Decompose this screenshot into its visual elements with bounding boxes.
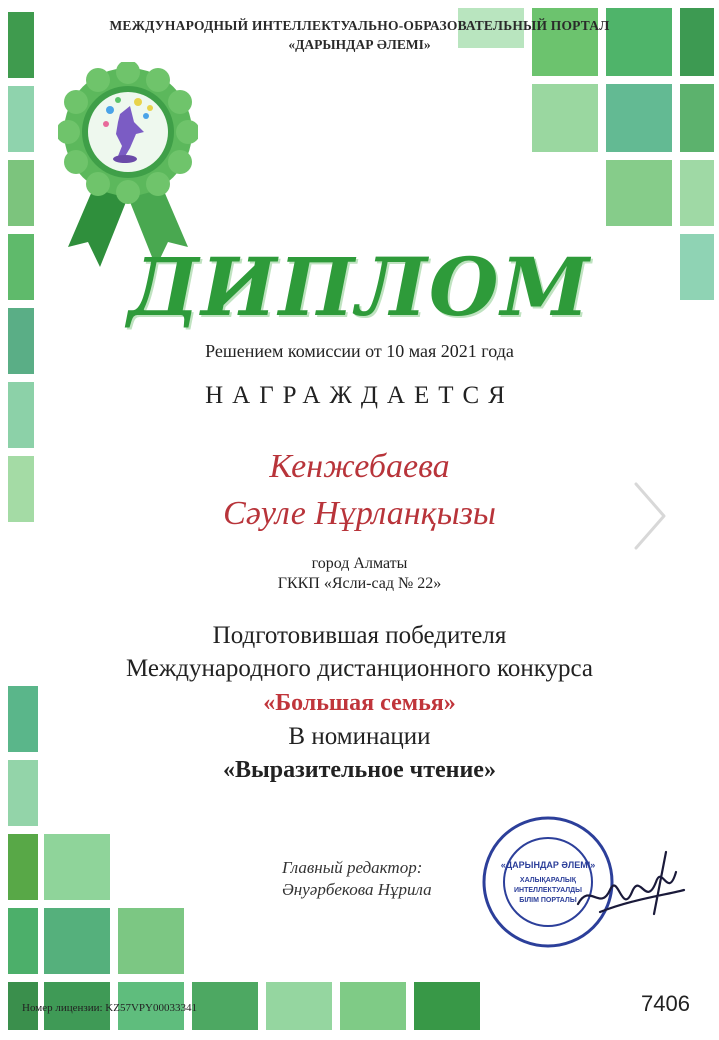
diploma-title: ДИПЛОМ <box>127 240 592 334</box>
nomination-name: «Выразительное чтение» <box>223 757 496 783</box>
chevron-right-icon[interactable] <box>626 476 672 556</box>
portal-name-line1: МЕЖДУНАРОДНЫЙ ИНТЕЛЛЕКТУАЛЬНО-ОБРАЗОВАТЕЛЬНЫЙ ПОРТАЛ <box>109 18 610 33</box>
stamp-text-1: «ДАРЫНДАР ӘЛЕМІ» <box>500 860 596 870</box>
stamp-text-2: ХАЛЫҚАРАЛЫҚ <box>519 877 577 884</box>
recipient-surname: Кенжебаева <box>269 448 450 485</box>
license-number: Номер лицензии: KZ57VPY00033341 <box>22 1002 197 1014</box>
diploma-number: 7406 <box>641 991 690 1016</box>
nomination-label: В номинации <box>288 723 431 750</box>
recipient-organization: ГККП «Ясли-сад № 22» <box>277 575 442 592</box>
editor-title: Главный редактор: <box>282 858 423 877</box>
decision-text: Решением комиссии от 10 мая 2021 года <box>205 341 514 361</box>
stamp-text-3: ИНТЕЛЛЕКТУАЛДЫ <box>514 887 582 894</box>
recipient-city: город Алматы <box>311 555 408 572</box>
recipient-name: Сәуле Нұрланқызы <box>223 495 496 532</box>
contest-name: «Большая семья» <box>263 690 456 716</box>
portal-name-line2: «ДАРЫНДАР ӘЛЕМІ» <box>288 37 431 52</box>
awarded-heading: НАГРАЖДАЕТСЯ <box>205 382 514 409</box>
editor-name: Әнуәрбекова Нұрила <box>282 880 432 899</box>
stamp-text-4: БІЛІМ ПОРТАЛЫ <box>519 897 577 904</box>
award-line-2: Международного дистанционного конкурса <box>125 655 594 682</box>
editor-signature <box>570 842 690 932</box>
award-line-1: Подготовившая победителя <box>212 622 507 649</box>
